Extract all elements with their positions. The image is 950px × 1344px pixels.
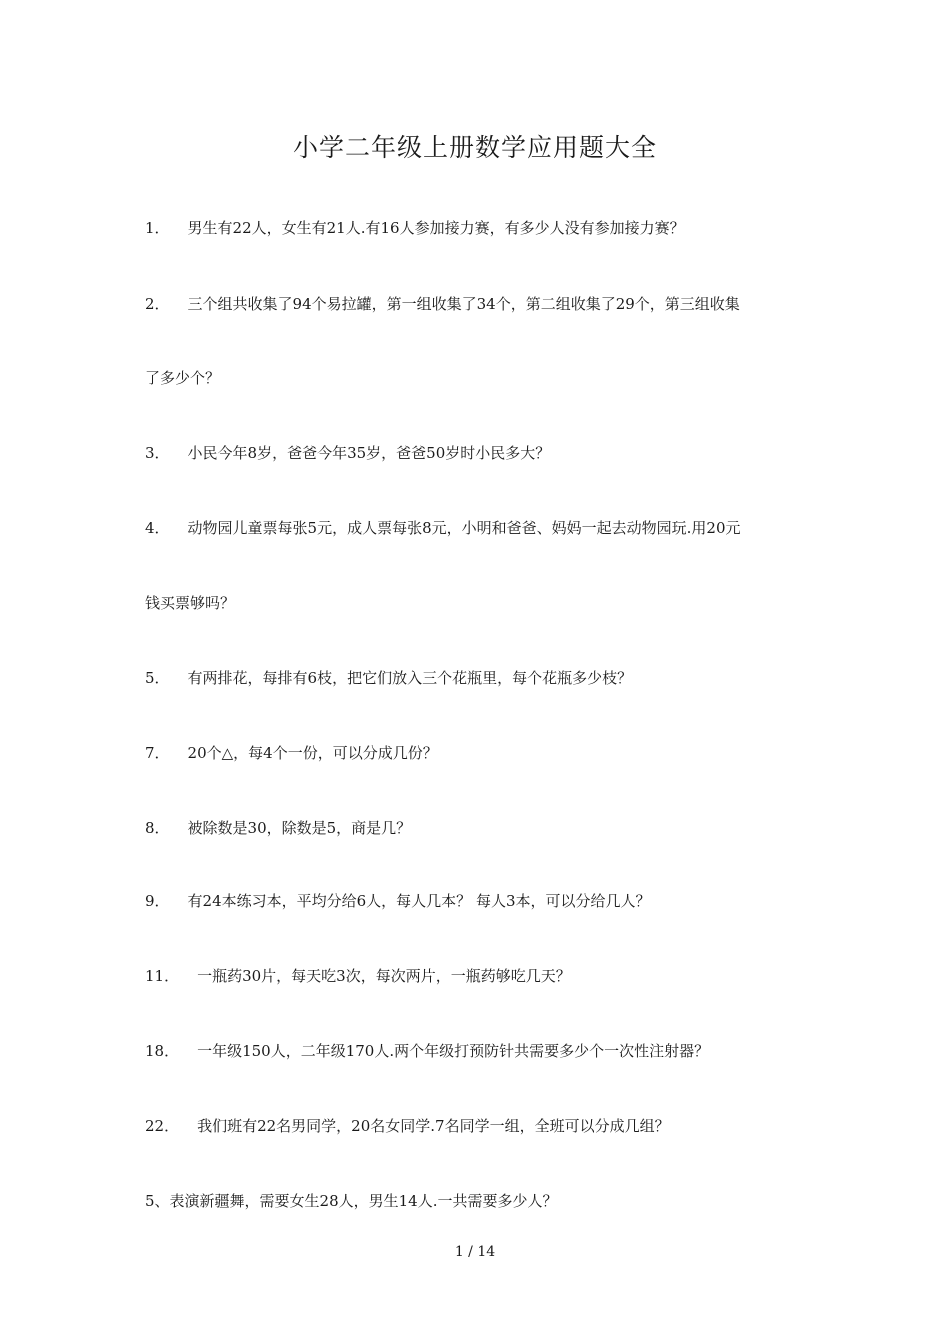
problem-number: 8． [145, 819, 170, 837]
problem-number: 2． [145, 295, 170, 313]
problem-number: 7． [145, 744, 170, 762]
problem-text: 20个△，每4个一份，可以分成几份？ [187, 744, 438, 762]
problem-number: 9． [145, 892, 170, 910]
problem-line [145, 1040, 709, 1061]
problem-number: 3． [145, 444, 170, 462]
problem-text: 男生有22人，女生有21人.有16人参加接力赛，有多少人没有参加接力赛？ [187, 219, 685, 237]
problem-line [145, 890, 651, 911]
problem-number: 22． [145, 1117, 180, 1135]
problem-text: 有两排花，每排有6枝，把它们放入三个花瓶里，每个花瓶多少枝？ [187, 669, 633, 687]
problem-line [145, 742, 438, 763]
problem-text: 5、表演新疆舞，需要女生28人，男生14人.一共需要多少人？ [145, 1192, 558, 1210]
problem-line [145, 217, 685, 238]
problem-text: 一年级150人，二年级170人.两个年级打预防针共需要多少个一次性注射器？ [197, 1042, 710, 1060]
problem-number: 4． [145, 519, 170, 537]
problem-line [145, 293, 740, 314]
problem-line [145, 965, 571, 986]
problem-text: 了多少个？ [145, 369, 221, 387]
problem-text: 动物园儿童票每张5元，成人票每张8元，小明和爸爸、妈妈一起去动物园玩.用20元 [187, 519, 741, 537]
problem-text: 一瓶药30片，每天吃3次，每次两片，一瓶药够吃几天？ [197, 967, 571, 985]
problem-line [145, 592, 235, 613]
problem-line [145, 667, 632, 688]
problem-number: 1． [145, 219, 170, 237]
problem-text: 被除数是30，除数是5，商是几？ [187, 819, 412, 837]
problem-number: 5． [145, 669, 170, 687]
problem-line [145, 1190, 558, 1211]
problem-text: 有24本练习本，平均分给6人，每人几本？ 每人3本，可以分给几人？ [187, 892, 651, 910]
problem-text: 小民今年8岁，爸爸今年35岁，爸爸50岁时小民多大？ [187, 444, 551, 462]
problem-number: 11． [145, 967, 180, 985]
problem-text: 我们班有22名男同学，20名女同学.7名同学一组，全班可以分成几组？ [197, 1117, 670, 1135]
problem-text: 钱买票够吗？ [145, 594, 236, 612]
document-title: 小学二年级上册数学应用题大全 [292, 133, 657, 162]
problem-line [145, 367, 220, 388]
problem-line [145, 1115, 670, 1136]
problem-line [145, 517, 741, 538]
page-number: 1 / 14 [454, 1244, 496, 1260]
problem-number: 18． [145, 1042, 180, 1060]
problem-line [145, 442, 550, 463]
problem-line [145, 817, 411, 838]
problem-text: 三个组共收集了94个易拉罐，第一组收集了34个，第二组收集了29个，第三组收集 [187, 295, 740, 313]
